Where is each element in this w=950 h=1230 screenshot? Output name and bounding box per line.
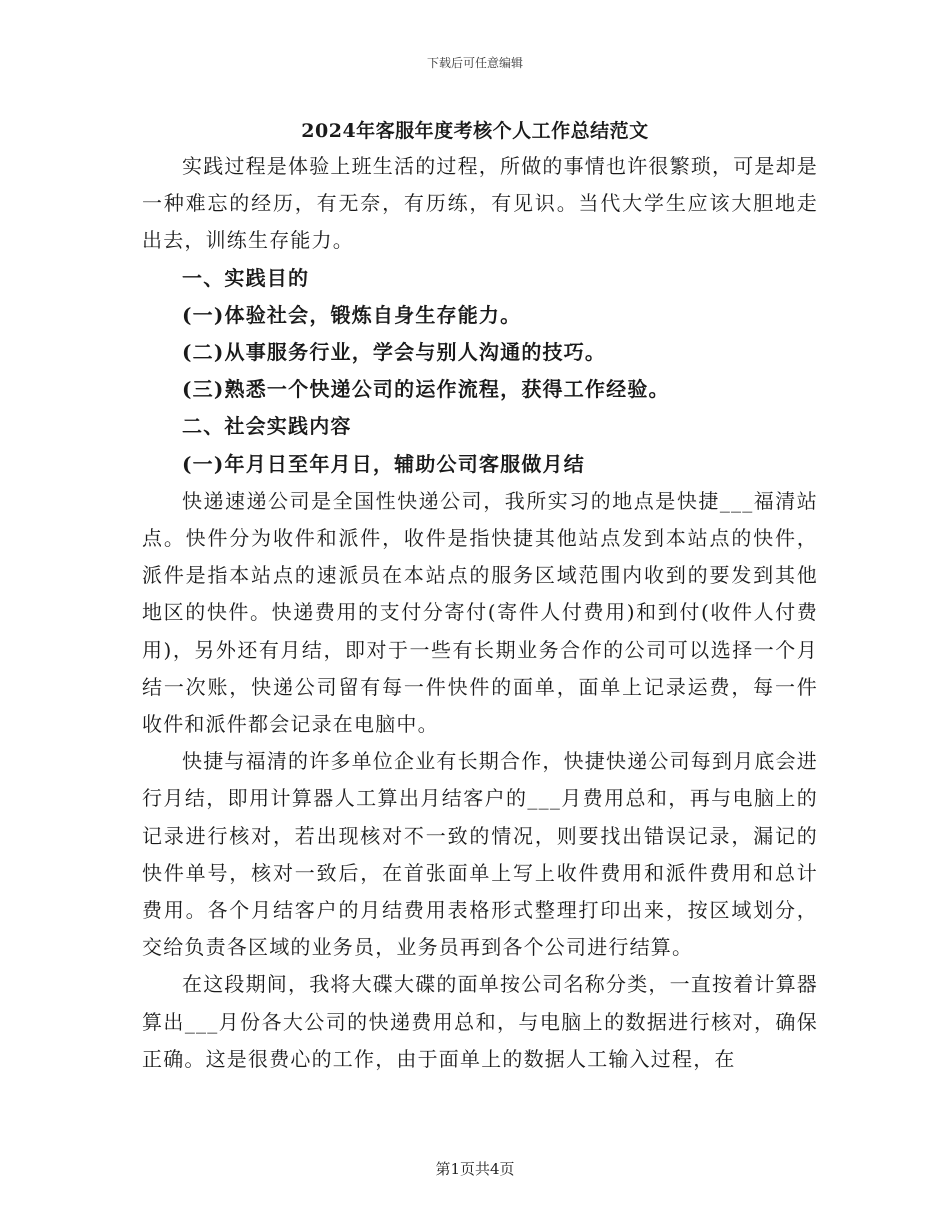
- section-heading: 一、实践目的: [182, 265, 310, 290]
- paragraph: 快捷与福清的许多单位企业有长期合作，快捷快递公司每到月底会进行月结，即用计算器人工算出月结客户的___月费用总和，再与电脑上的记录进行核对，若出现核对不一致的情况，则要找出错误记录，漏记的快件单号，核对一致后，在首张面单上写上收件费用和派件费用和总计费用。各个月结客户的月结费用表格形式整理打印出来，按区域划分，交给负责各区域的业务员，业务员再到各个公司进行结算。: [142, 749, 818, 960]
- document-body: [142, 148, 818, 1078]
- paragraph: 快递速递公司是全国性快递公司，我所实习的地点是快捷___福清站点。快件分为收件和派件，收件是指快捷其他站点发到本站点的快件，派件是指本站点的速派员在本站点的服务区域范围内收到的要发到其他地区的快件。快递费用的支付分寄付(寄件人付费用)和到付(收件人付费用)，另外还有月结，即对于一些有长期业务合作的公司可以选择一个月结一次账，快递公司留有每一件快件的面单，面单上记录运费，每一件收件和派件都会记录在电脑中。: [142, 488, 818, 737]
- sub-heading: (一)年月日至年月日，辅助公司客服做月结: [182, 451, 585, 476]
- section-heading: 二、社会实践内容: [182, 414, 352, 439]
- paragraph: 在这段期间，我将大碟大碟的面单按公司名称分类，一直按着计算器算出___月份各大公司的快递费用总和，与电脑上的数据进行核对，确保正确。这是很费心的工作，由于面单上的数据人工输入过程，在: [142, 972, 818, 1071]
- sub-heading: (一)体验社会，锻炼自身生存能力。: [182, 302, 522, 327]
- sub-heading: (二)从事服务行业，学会与别人沟通的技巧。: [182, 340, 607, 365]
- document-title: 2024年客服年度考核个人工作总结范文: [301, 120, 649, 142]
- header-note: 下载后可任意编辑: [426, 56, 523, 70]
- page-indicator: 第1页共4页: [435, 1160, 515, 1178]
- sub-heading: (三)熟悉一个快递公司的运作流程，获得工作经验。: [182, 377, 670, 402]
- paragraph: 实践过程是体验上班生活的过程，所做的事情也许很繁琐，可是却是一种难忘的经历，有无奈，有历练，有见识。当代大学生应该大胆地走出去，训练生存能力。: [142, 154, 818, 253]
